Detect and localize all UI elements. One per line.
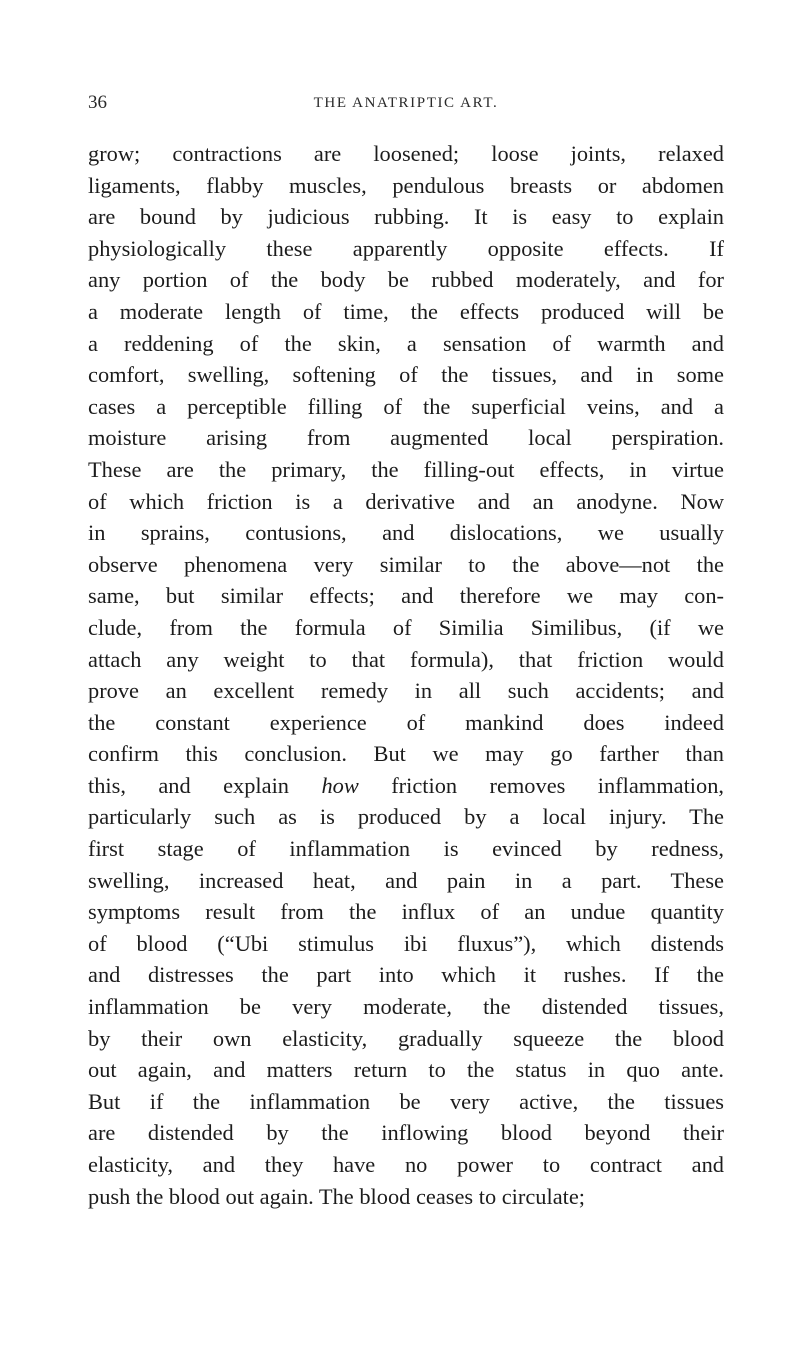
text-line: first stage of inflammation is evinced by redness, <box>88 836 724 862</box>
body-text <box>88 138 724 1212</box>
text-line: push the blood out again. The blood ceases to circulate; <box>88 1183 586 1209</box>
text-line: clude, from the formula of Similia Similibus, (if we <box>88 614 724 640</box>
text-line: confirm this conclusion. But we may go farther than <box>88 741 724 767</box>
text-line: the constant experience of mankind does indeed <box>88 709 724 735</box>
text-line: a moderate length of time, the effects produced will be <box>88 298 724 324</box>
text-line: moisture arising from augmented local perspiration. <box>88 425 724 451</box>
text-line: particularly such as is produced by a local injury. The <box>88 804 724 830</box>
italic-word: how <box>321 772 359 798</box>
text-line-mixed <box>88 770 724 802</box>
text-line: and distresses the part into which it rushes. If the <box>88 962 724 988</box>
text-line: cases a perceptible filling of the superficial veins, and a <box>88 393 724 419</box>
text-line: of which friction is a derivative and an anodyne. Now <box>88 488 724 514</box>
text-line: same, but similar effects; and therefore we may con- <box>88 583 724 609</box>
text-line: ligaments, flabby muscles, pendulous breasts or abdomen <box>88 172 724 198</box>
text-line: comfort, swelling, softening of the tissues, and in some <box>88 362 724 388</box>
text-line: are bound by judicious rubbing. It is easy to explain <box>88 204 724 230</box>
text-line: of blood (“Ubi stimulus ibi fluxus”), which distends <box>88 930 724 956</box>
text-fragment: friction removes inflammation, <box>391 772 724 798</box>
text-line: inflammation be very moderate, the distended tissues, <box>88 994 724 1020</box>
text-line: by their own elasticity, gradually squeeze the blood <box>88 1025 724 1051</box>
text-line: grow; contractions are loosened; loose joints, relaxed <box>88 141 724 166</box>
text-line: a reddening of the skin, a sensation of warmth and <box>88 330 724 356</box>
text-line: any portion of the body be rubbed moderately, and for <box>88 267 724 293</box>
text-line: observe phenomena very similar to the above—not the <box>88 551 724 577</box>
text-fragment: this, and explain <box>88 772 290 798</box>
running-head <box>88 92 724 116</box>
text-line: But if the inflammation be very active, the tissues <box>88 1088 724 1114</box>
text-line: attach any weight to that formula), that friction would <box>88 646 724 672</box>
page-number: 36 <box>88 92 107 113</box>
text-line: These are the primary, the filling-out effects, in virtue <box>88 456 724 482</box>
text-line: are distended by the inflowing blood beyond their <box>88 1120 724 1146</box>
text-line: prove an excellent remedy in all such accidents; and <box>88 678 724 704</box>
text-line: out again, and matters return to the status in quo ante. <box>88 1057 724 1083</box>
running-title: THE ANATRIPTIC ART. <box>313 95 499 111</box>
text-line: physiologically these apparently opposite effects. If <box>88 235 724 261</box>
text-line: elasticity, and they have no power to contract and <box>88 1152 724 1177</box>
text-line: symptoms result from the influx of an undue quantity <box>88 899 724 925</box>
text-line: swelling, increased heat, and pain in a part. These <box>88 867 724 893</box>
text-line: in sprains, contusions, and dislocations, we usually <box>88 520 724 546</box>
